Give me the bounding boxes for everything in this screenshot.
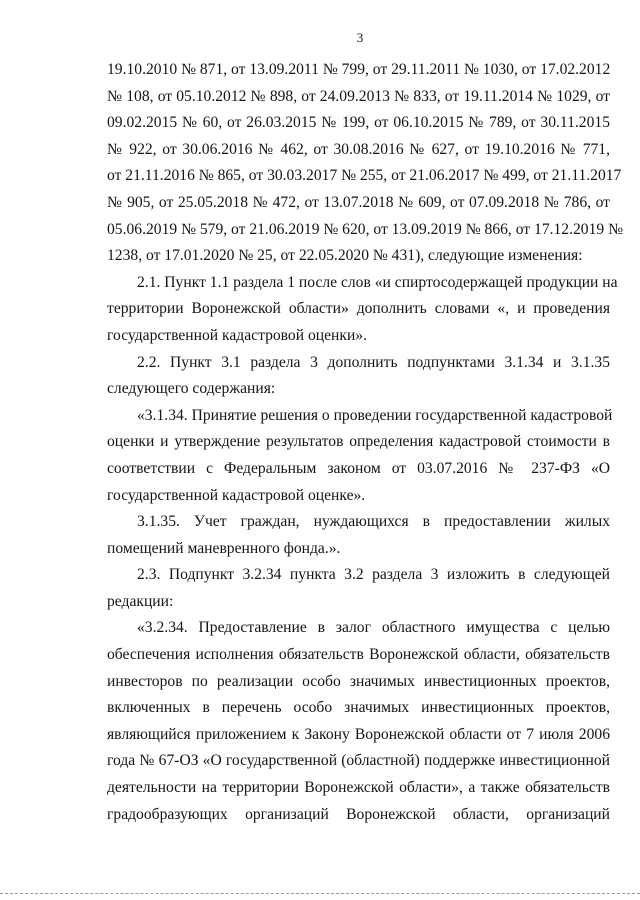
text-line: государственной кадастровой оценке». [107,486,366,504]
text-line: оценки и утверждение результатов определения кадастровой стоимости в [107,433,610,451]
text-line: редакции: [107,592,174,610]
text-line: территории Воронежской области» дополнить словами «, и проведения [107,300,610,318]
text-line: 05.06.2019 № 579, от 21.06.2019 № 620, от 13.09.2019 № 866, от 17.12.2019 № [107,220,623,238]
text-line: 2.2. Пункт 3.1 раздела 3 дополнить подпунктами 3.1.34 и 3.1.35 [137,353,610,371]
text-line: 3.1.35. Учет граждан, нуждающихся в предоставлении жилых [137,513,610,531]
text-line: 2.3. Подпункт 3.2.34 пункта 3.2 раздела 3 изложить в следующей [137,566,610,584]
text-line: 09.02.2015 № 60, от 26.03.2015 № 199, от 06.10.2015 № 789, от 30.11.2015 [107,114,610,132]
document-body [107,57,623,828]
text-line: № 922, от 30.06.2016 № 462, от 30.08.2016 № 627, от 19.10.2016 № 771, [107,140,610,158]
text-line: № 108, от 05.10.2012 № 898, от 24.09.2013 № 833, от 19.11.2014 № 1029, от [107,87,610,105]
text-line: обеспечения исполнения обязательств Воронежской области, обязательств [107,646,610,664]
text-line: № 905, от 25.05.2018 № 472, от 13.07.2018 № 609, от 07.09.2018 № 786, от [107,193,610,211]
text-line: государственной кадастровой оценки». [107,326,367,344]
scan-edge-line [0,893,640,894]
page-number: 3 [356,30,364,45]
text-line: года № 67-ОЗ «О государственной (областной) поддержке инвестиционной [107,752,610,770]
text-line: помещений маневренного фонда.». [107,539,341,557]
text-line: соответствии с Федеральным законом от 03.07.2016 № 237-ФЗ «О [107,459,610,477]
text-line: 2.1. Пункт 1.1 раздела 1 после слов «и спиртосодержащей продукции на [137,273,618,291]
text-line: включенных в перечень особо значимых инвестиционных проектов, [107,699,610,717]
text-line: от 21.11.2016 № 865, от 30.03.2017 № 255, от 21.06.2017 № 499, от 21.11.2017 [107,167,622,185]
text-line: инвесторов по реализации особо значимых инвестиционных проектов, [107,672,610,690]
text-line: «3.1.34. Принятие решения о проведении государственной кадастровой [137,406,613,424]
text-line: «3.2.34. Предоставление в залог областного имущества с целью [137,619,610,637]
text-line: градообразующих организаций Воронежской области, организаций [107,805,610,823]
text-line: являющийся приложением к Закону Воронежской области от 7 июля 2006 [107,725,610,743]
text-line: следующего содержания: [107,380,276,398]
text-line: 1238, от 17.01.2020 № 25, от 22.05.2020 № 431), следующие изменения: [107,247,583,265]
text-line: 19.10.2010 № 871, от 13.09.2011 № 799, от 29.11.2011 № 1030, от 17.02.2012 [107,61,611,78]
text-line: деятельности на территории Воронежской области», а также обязательств [107,779,610,797]
